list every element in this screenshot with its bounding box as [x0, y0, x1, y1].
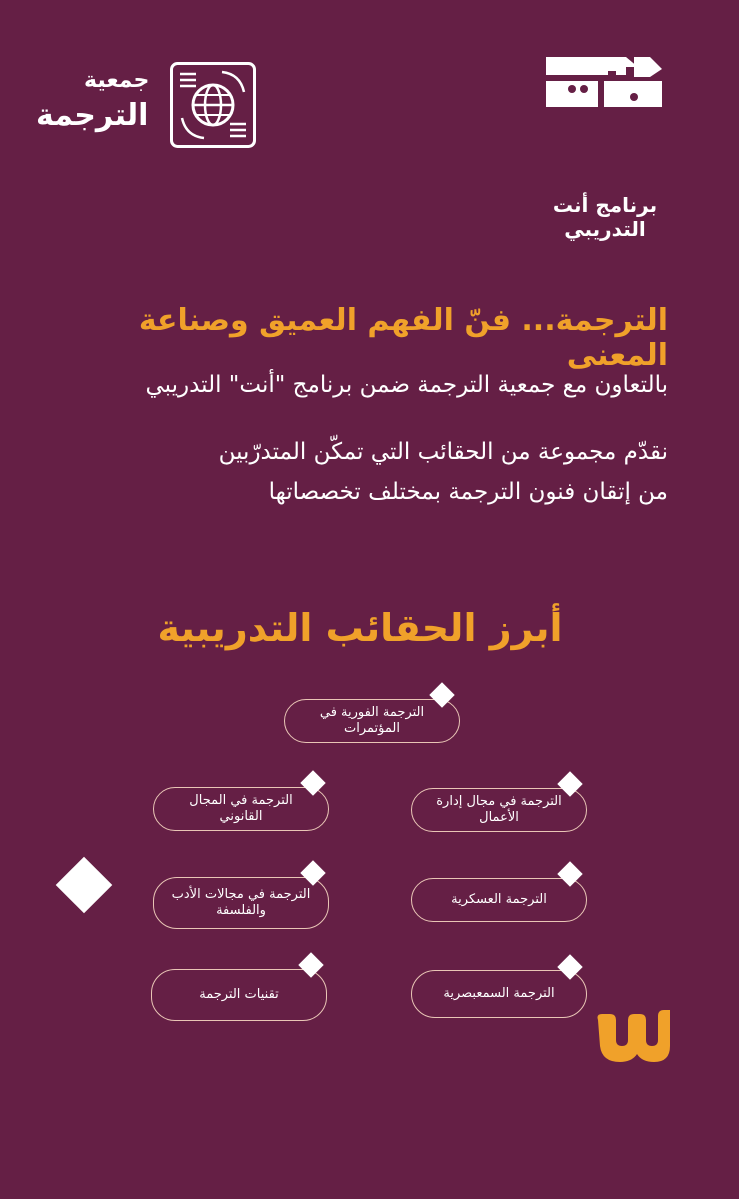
- course-label: الترجمة في المجال القانوني: [189, 793, 293, 824]
- association-logo-line2: الترجمة: [36, 98, 149, 133]
- course-label: الترجمة العسكرية: [451, 892, 547, 907]
- program-logo: [510, 55, 700, 241]
- course-pill: [411, 788, 587, 832]
- decorative-diamond-icon: [56, 857, 113, 914]
- course-pill: [153, 787, 329, 831]
- association-logo: [36, 62, 256, 154]
- course-pill: [411, 970, 587, 1018]
- program-logo-text: برنامج أنت التدريبي: [552, 193, 658, 241]
- course-pill: [151, 969, 327, 1021]
- collaboration-text: بالتعاون مع جمعية الترجمة ضمن برنامج "أنت" التدريبي: [145, 372, 668, 398]
- course-label: تقنيات الترجمة: [199, 987, 279, 1002]
- course-label: الترجمة الفورية في المؤتمرات: [319, 705, 425, 736]
- course-label: الترجمة السمعبصرية: [443, 986, 555, 1001]
- course-pill: [411, 878, 587, 922]
- globe-document-icon: [170, 62, 256, 148]
- course-label: الترجمة في مجالات الأدب والفلسفة: [171, 887, 311, 918]
- description: [40, 432, 668, 512]
- course-label: الترجمة في مجال إدارة الأعمال: [436, 794, 562, 825]
- description-line-2: من إتقان فنون الترجمة بمختلف تخصصاتها: [268, 479, 668, 505]
- description-line-1: نقدّم مجموعة من الحقائب التي تمكّن المتدرّبين: [218, 439, 668, 465]
- headline: الترجمة... فنّ الفهم العميق وصناعة المعنى: [138, 303, 668, 373]
- w-brand-icon: [592, 1006, 674, 1068]
- association-logo-line1: جمعية: [84, 68, 150, 93]
- course-pill: [284, 699, 460, 743]
- section-title: أبرز الحقائب التدريبية: [157, 606, 563, 650]
- course-pill: [153, 877, 329, 929]
- open-book-icon: [544, 55, 666, 109]
